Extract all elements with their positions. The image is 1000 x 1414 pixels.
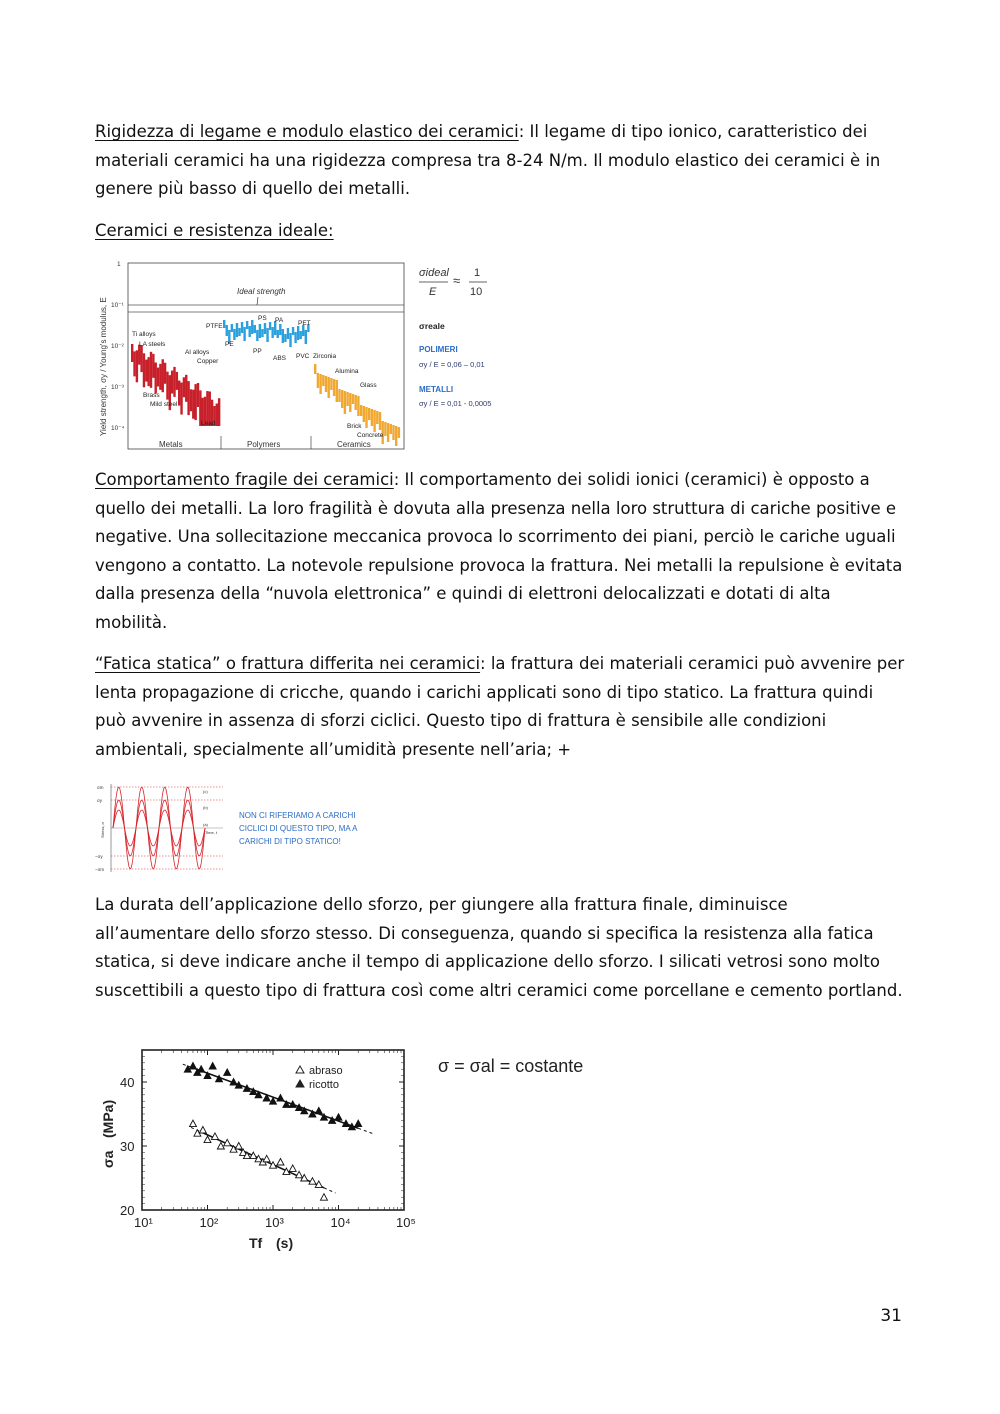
fig3-ylabel-main: σa [100, 1150, 116, 1168]
fig1-bar [194, 384, 196, 420]
fig1-bar [282, 329, 284, 343]
fig1-bar [190, 389, 192, 411]
fig1-bar [159, 364, 161, 390]
fig1-label: Brass [143, 392, 160, 399]
paragraph-rigidezza [95, 118, 907, 204]
fig1-label: Brick [347, 423, 362, 430]
fig1-metal-bars [131, 344, 220, 426]
fig3-fit-extension [358, 1128, 374, 1134]
fig1-ideal-label: Ideal strength [237, 287, 286, 296]
fig1-bar [317, 373, 319, 388]
fig1-bar [259, 324, 261, 338]
fig1-bar [256, 330, 258, 341]
fig1-bar [178, 381, 180, 406]
fig1-bar [325, 376, 327, 392]
fig2-curve-label: (a) [203, 822, 208, 827]
fig1-polymer-bars [223, 320, 310, 347]
fig2-note-line: CARICHI DI TIPO STATICO! [239, 837, 341, 846]
fig1-label: Copper [197, 358, 219, 365]
figure-ideal-strength [95, 256, 520, 454]
fig2-curve-label: (c) [203, 789, 208, 794]
legend-filled-triangle-icon [296, 1080, 304, 1087]
fig1-metalli-value: σy / E = 0,01 - 0,0005 [419, 399, 492, 408]
fig1-group-ceramics: Ceramics [337, 440, 371, 449]
fig1-bar [218, 398, 220, 426]
fig3-xtick: 10⁵ [396, 1215, 416, 1230]
fig3-point-ricotto [189, 1063, 196, 1070]
fig3-frame [142, 1050, 404, 1210]
fig1-bar [373, 410, 375, 432]
fig1-bar [243, 327, 245, 341]
fig3-ticks [120, 1050, 416, 1230]
fig1-bar [131, 344, 133, 362]
fig1-label: Al alloys [185, 349, 210, 356]
fig3-ylabel [100, 1100, 116, 1168]
text-fragile: : Il comportamento dei solidi ionici (ceramici) è opposto a quello dei metalli. La loro fragilità è dovuta alla presenza nella loro struttura di cariche positive e negative. Una sollecitazione meccanica provoca lo scorrimento dei piani, perciò le cariche uguali vengono a contatto. La notevole repulsione provoca la frattura. Nei metalli la repulsione è evitata dalla presenza della “nuvola elettronica” e quindi di elettroni delocalizzati e dotati di alta mobilità. [95, 470, 903, 632]
fig1-formula-frac-den: 10 [470, 286, 483, 298]
fig1-label: Glass [360, 382, 377, 389]
fig3-point-ricotto [315, 1107, 322, 1114]
fig1-bar [314, 364, 316, 374]
fig1-bar [133, 351, 135, 376]
fig3-xtick: 10² [199, 1215, 219, 1230]
paragraph-fragile [95, 466, 907, 638]
fig1-bar [352, 394, 354, 404]
fig1-bar [264, 323, 266, 334]
fig3-point-abraso [277, 1159, 284, 1166]
fig1-bar [197, 383, 199, 407]
fig1-bar [187, 381, 189, 415]
fig1-bar [226, 325, 228, 336]
fig1-bar [279, 324, 281, 335]
fig1-label: Concrete [357, 432, 384, 439]
fig1-label: Mild steel [150, 401, 178, 408]
fig2-note-line: CICLICI DI QUESTO TIPO, MA A [239, 824, 358, 833]
fig1-bar [231, 324, 233, 332]
fig1-bar [216, 404, 218, 426]
fig3-point-ricotto [355, 1120, 362, 1127]
fig1-label: Zirconia [313, 353, 337, 360]
fig3-fit-extension [324, 1188, 336, 1193]
fig1-bar [254, 325, 256, 333]
fig1-bar [360, 405, 362, 416]
fig3-point-abraso [263, 1155, 270, 1162]
fig1-bar [294, 332, 296, 343]
paragraph-fatica [95, 650, 907, 764]
fig1-bar [140, 345, 142, 372]
fig1-ytick: 10⁻¹ [111, 302, 124, 309]
fig3-ylabel-unit: (MPa) [100, 1099, 116, 1138]
fig1-group-polymers: Polymers [247, 440, 281, 449]
fig1-formula-approx: ≈ [453, 273, 461, 288]
fig1-bar [173, 367, 175, 397]
fig1-sigma-reale: σreale [419, 321, 445, 331]
fig2-label: σm [97, 785, 104, 790]
fig1-bar [297, 326, 299, 340]
fig1-formula-num: σideal [419, 267, 449, 279]
fig1-ytick: 10⁻² [111, 343, 124, 350]
fig1-polimeri-value: σy / E = 0,06 – 0,01 [419, 360, 485, 369]
fig1-bar [266, 328, 268, 342]
fig3-point-ricotto [277, 1095, 284, 1102]
fig2-xlabel: Time, t [205, 830, 218, 835]
fig1-bar [330, 378, 332, 390]
fig3-ytick: 30 [120, 1139, 135, 1154]
fig1-bar [246, 321, 248, 329]
fig1-bar [233, 329, 235, 340]
fig1-bar [287, 328, 289, 339]
fig3-xlabel-unit: (s) [276, 1235, 294, 1251]
fig1-label: Lead [201, 420, 216, 427]
fig1-bar [384, 422, 386, 436]
fig1-bar [251, 320, 253, 334]
fig1-polimeri-title: POLIMERI [419, 345, 458, 354]
fig1-bar [390, 424, 392, 434]
fig1-bar [387, 423, 389, 442]
fig1-bar [164, 363, 166, 384]
fig3-xtick: 10¹ [134, 1215, 153, 1230]
fig1-bar [365, 407, 367, 428]
fig1-bar [319, 374, 321, 394]
text-fatica: : la frattura dei materiali ceramici può avvenire per lenta propagazione di cricche, quando i carichi applicati sono di tipo statico. La frattura quindi può avvenire in assenza di sforzi ciclici. Questo tipo di frattura è sensibile alle condizioni ambientali, specialmente all’umidità presente nell’aria; + [95, 654, 905, 759]
figure-cyclic-stress [95, 780, 385, 876]
fig1-label: LA steels [139, 341, 166, 348]
fig3-point-ricotto [198, 1066, 205, 1073]
fig1-ytick: 1 [117, 261, 121, 268]
fig1-label: Alumina [335, 368, 359, 375]
fig1-label: PE [225, 341, 234, 348]
fig1-bar [147, 357, 149, 386]
fig3-point-ricotto [209, 1063, 216, 1070]
fig1-bar [236, 323, 238, 337]
fig1-bar [305, 330, 307, 344]
fig1-formula-frac-num: 1 [474, 267, 481, 279]
fig3-formula: σ = σal = costante [438, 1056, 584, 1076]
fig1-bar [145, 360, 147, 382]
fig1-bar [241, 322, 243, 333]
fig1-bar [277, 330, 279, 338]
fig3-xtick: 10⁴ [330, 1215, 351, 1230]
heading-fragile: Comportamento fragile dei ceramici [95, 470, 394, 489]
legend-ricotto: ricotto [309, 1079, 339, 1091]
fig1-bar [379, 412, 381, 430]
page-number: 31 [880, 1306, 902, 1326]
text-rigidezza: : Il legame di tipo ionico, caratteristico dei materiali ceramici ha una rigidezza compresa tra 8-24 N/m. Il modulo elastico dei ceramici è in genere più basso di quello dei metalli. [95, 122, 881, 199]
figure-static-fatigue [95, 1042, 615, 1260]
fig1-label: PET [298, 320, 311, 327]
fig1-bar [328, 377, 330, 398]
fig1-bar [341, 390, 343, 408]
fig3-ytick: 40 [120, 1075, 135, 1090]
fig1-bar [371, 409, 373, 426]
legend-open-triangle-icon [296, 1066, 304, 1073]
fig2-label: σy [97, 798, 103, 803]
fig1-bar [223, 320, 225, 328]
fig1-bar [346, 392, 348, 406]
heading-fatica: “Fatica statica” o frattura differita nei ceramici [95, 654, 481, 673]
fig1-bar [185, 375, 187, 402]
fig3-xlabel-main: Tf [249, 1235, 263, 1251]
fig3-point-ricotto [335, 1114, 342, 1121]
fig3-point-abraso [320, 1194, 327, 1201]
fig1-bar [238, 328, 240, 336]
fig1-bar [180, 383, 182, 415]
legend-abraso: abraso [309, 1065, 343, 1077]
fig3-xtick: 10³ [265, 1215, 284, 1230]
fig2-label: −σm [95, 867, 105, 872]
fig1-bar [261, 329, 263, 337]
fig1-metalli-title: METALLI [419, 385, 454, 394]
fig1-bar [192, 390, 194, 419]
fig1-bar [162, 359, 164, 392]
fig1-label: PP [253, 348, 262, 355]
fig1-bar [183, 377, 185, 397]
fig3-point-abraso [199, 1127, 206, 1134]
fig1-bar [166, 372, 168, 400]
fig1-label: Ti alloys [132, 331, 156, 338]
fig1-bar [143, 353, 145, 387]
fig3-ytick: 20 [120, 1203, 135, 1218]
fig1-bar [322, 375, 324, 386]
fig1-bar [398, 427, 400, 438]
fig1-bar [152, 354, 154, 378]
fig3-point-abraso [204, 1136, 211, 1143]
fig1-bar [376, 411, 378, 424]
fig1-bar [249, 326, 251, 337]
fig1-bar [271, 327, 273, 338]
fig1-bar [176, 372, 178, 390]
fig1-bar [284, 334, 286, 342]
fig1-formula-den: E [429, 286, 437, 298]
fig1-label: PA [275, 317, 284, 324]
fig2-curve-label: (b) [203, 805, 208, 810]
fig1-bar [392, 425, 394, 440]
fig2-note-line: NON CI RIFERIAMO A CARICHI [239, 811, 356, 820]
fig3-legend [296, 1065, 343, 1091]
fig1-label: PS [258, 315, 267, 322]
fig1-bar [150, 352, 152, 388]
fig3-lines [183, 1064, 374, 1193]
fig3-point-abraso [211, 1133, 218, 1140]
fig1-bar [333, 379, 335, 396]
fig1-bar [300, 331, 302, 339]
fig1-bar [292, 327, 294, 335]
fig1-bar [155, 363, 157, 394]
fig1-bar [171, 371, 173, 394]
fig1-bar [338, 389, 340, 402]
fig2-ylabel: Stress, σ [100, 821, 105, 838]
fig1-label: PTFE [206, 323, 223, 330]
heading-resistenza: Ceramici e resistenza ideale: [95, 221, 334, 240]
fig1-group-metals: Metals [159, 440, 183, 449]
fig3-point-ricotto [224, 1069, 231, 1076]
fig1-bar [269, 322, 271, 330]
fig1-bar [355, 395, 357, 410]
fig1-bar [344, 391, 346, 414]
fig3-point-abraso [189, 1120, 196, 1127]
fig1-bar [289, 333, 291, 347]
fig1-bar [349, 393, 351, 412]
fig1-label: ABS [273, 355, 287, 362]
fig1-bar [336, 380, 338, 402]
fig1-bar [368, 408, 370, 420]
text-durata: La durata dell’applicazione dello sforzo, per giungere alla frattura finale, diminuisce all’aumentare dello sforzo stesso. Di conseguenza, quando si specifica la resistenza alla fatica statica, si deve indicare anche il tempo di applicazione dello sforzo. I silicati vetrosi sono molto suscettibili a questo tipo di frattura così come altri ceramici come porcellane e cemento portland. [95, 895, 903, 1000]
fig1-bar [157, 368, 159, 387]
paragraph-resistenza [95, 217, 907, 246]
fig1-bar [357, 396, 359, 416]
fig1-ytick: 10⁻⁴ [111, 425, 125, 432]
fig1-ylabel: Yield strength, σy / Young's modulus, E [99, 297, 108, 436]
fig1-ytick: 10⁻³ [111, 384, 124, 391]
fig1-bar [395, 426, 397, 446]
heading-rigidezza: Rigidezza di legame e modulo elastico dei ceramici [95, 122, 519, 141]
fig2-label: −σy [95, 854, 103, 859]
fig1-bar [136, 350, 138, 382]
paragraph-durata [95, 891, 907, 1005]
fig1-label: PVC [296, 353, 310, 360]
fig1-bar [363, 406, 365, 422]
fig3-point-abraso [235, 1143, 242, 1150]
fig3-point-abraso [289, 1165, 296, 1172]
